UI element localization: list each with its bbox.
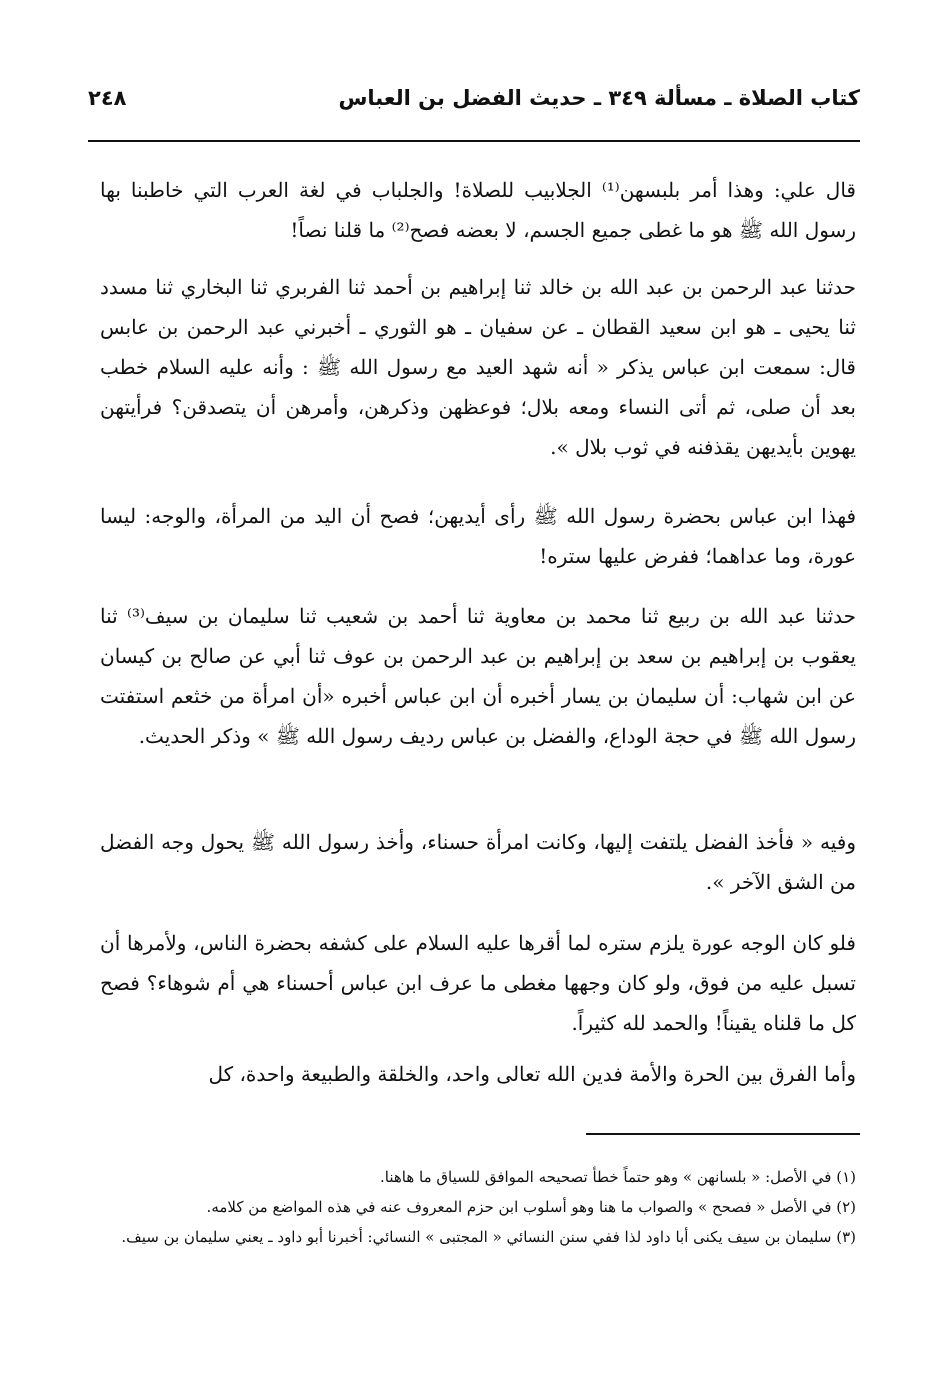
page-number: ٢٤٨ xyxy=(88,86,127,110)
running-title: كتاب الصلاة ـ مسألة ٣٤٩ ـ حديث الفضل بن العباس xyxy=(338,86,860,110)
paragraph: وفيه « فأخذ الفضل يلتفت إليها، وكانت امرأة حسناء، وأخذ رسول الله ﷺ يحول وجه الفضل من الشق الآخر ». xyxy=(100,830,856,894)
paragraph: حدثنا عبد الله بن ربيع ثنا محمد بن معاوية ثنا أحمد بن شعيب ثنا سليمان بن سيف⁽³⁾ ثنا يعقوب بن إبراهيم بن سعد بن إبراهيم بن عبد الرحمن بن عوف ثنا أبي عن صالح بن كيسان عن ابن شهاب: أن سليمان بن يسار أخبره أن ابن عباس أخبره «أن امرأة من خثعم استفتت رسول الله ﷺ في حجة الوداع، والفضل بن عباس رديف رسول الله ﷺ » وذكر الحديث. xyxy=(100,604,856,748)
paragraph: فلو كان الوجه عورة يلزم ستره لما أقرها عليه السلام على كشفه بحضرة الناس، ولأمرها أن تسبل عليه من فوق، ولو كان وجهها مغطى ما عرف ابن عباس أحسناء هي أم شوهاء؟ فصح كل ما قلناه يقيناً! والحمد لله كثيراً. xyxy=(100,931,856,1035)
footnote: (٣) سليمان بن سيف يكنى أبا داود لذا ففي سنن النسائي « المجتبى » النسائي: أخبرنا أبو داود ـ يعني سليمان بن سيف. xyxy=(121,1228,856,1246)
paragraph: وأما الفرق بين الحرة والأمة فدين الله تعالى واحد، والخلقة والطبيعة واحدة، كل xyxy=(208,1062,856,1086)
footnote-divider xyxy=(586,1133,860,1135)
footnote: (٢) في الأصل « فصحح » والصواب ما هنا وهو أسلوب ابن حزم المعروف عنه في هذه المواضع من كلامه. xyxy=(206,1198,856,1216)
header-divider xyxy=(88,140,860,142)
paragraph: فهذا ابن عباس بحضرة رسول الله ﷺ رأى أيديهن؛ فصح أن اليد من المرأة، والوجه: ليسا عورة، وما عداهما؛ ففرض عليها ستره! xyxy=(100,504,856,568)
footnotes xyxy=(100,1162,856,1252)
page-header xyxy=(88,86,860,130)
paragraph: حدثنا عبد الرحمن بن عبد الله بن خالد ثنا إبراهيم بن أحمد ثنا الفربري ثنا البخاري ثنا مسدد ثنا يحيى ـ هو ابن سعيد القطان ـ عن سفيان ـ هو الثوري ـ أخبرني عبد الرحمن بن عابس قال: سمعت ابن عباس يذكر « أنه شهد العيد مع رسول الله ﷺ : وأنه عليه السلام خطب بعد أن صلى، ثم أتى النساء ومعه بلال؛ فوعظهن وذكرهن، وأمرهن أن يتصدقن؟ فرأيتهن يهوين بأيديهن يقذفنه في ثوب بلال ». xyxy=(100,275,856,459)
footnote: (١) في الأصل: « بلسانهن » وهو حتماً خطأ تصحيحه الموافق للسياق ما هاهنا. xyxy=(380,1168,856,1186)
paragraph: قال علي: وهذا أمر بلبسهن⁽¹⁾ الجلابيب للصلاة! والجلباب في لغة العرب التي خاطبنا بها رسول الله ﷺ هو ما غطى جميع الجسم، لا بعضه فصح⁽²⁾ ما قلنا نصاً! xyxy=(100,178,856,242)
